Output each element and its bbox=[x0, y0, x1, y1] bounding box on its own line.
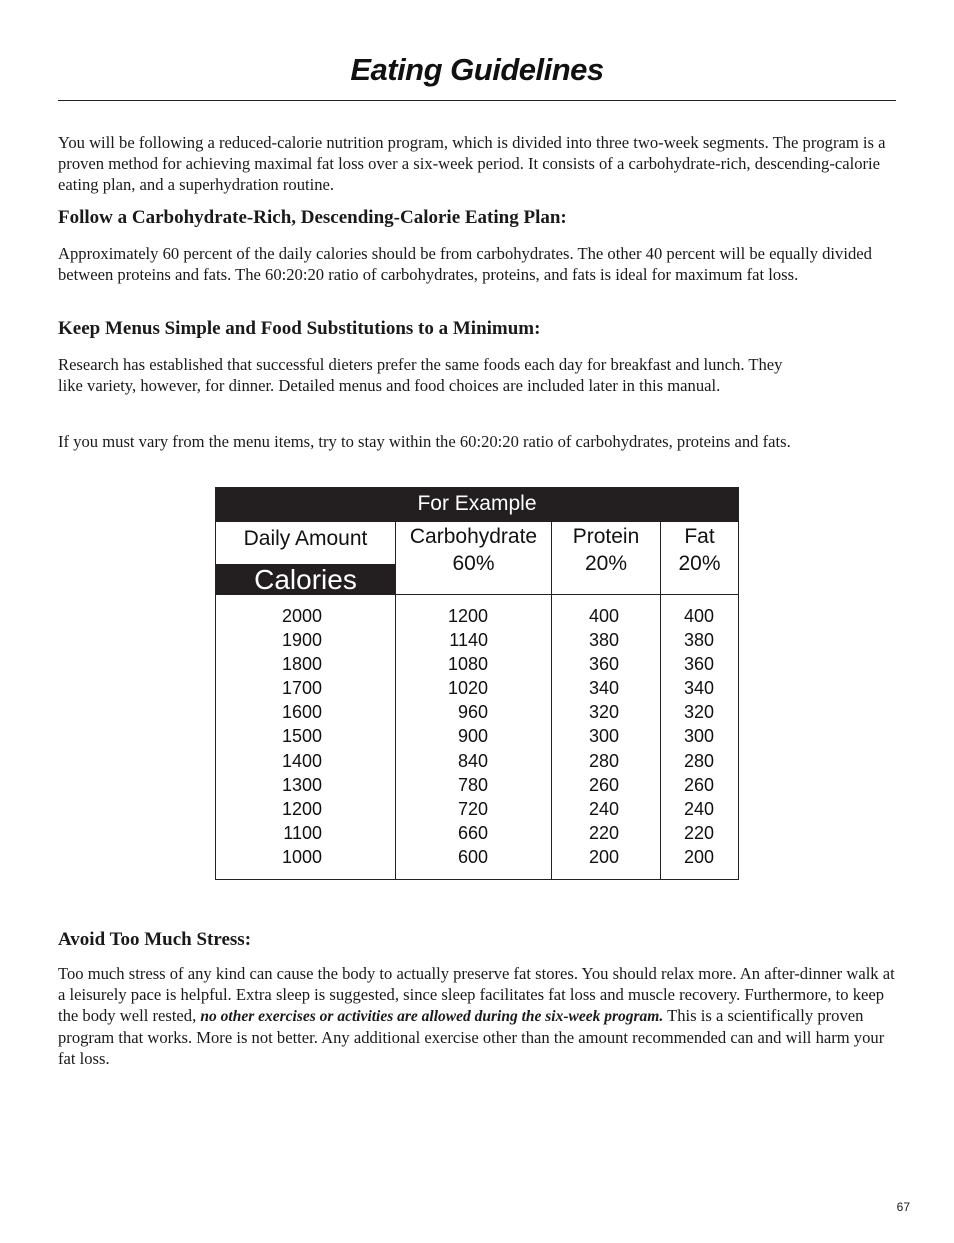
page-title: Eating Guidelines bbox=[350, 52, 604, 87]
section-heading-stress: Avoid Too Much Stress: bbox=[58, 929, 252, 950]
table-cell: 260 bbox=[588, 774, 619, 795]
table-cell: 360 bbox=[588, 654, 619, 675]
table-cell: 320 bbox=[588, 702, 619, 723]
table-cell: 600 bbox=[457, 846, 488, 867]
table-cell: 1500 bbox=[281, 726, 322, 747]
fat-column bbox=[667, 604, 714, 869]
section-heading-eating-plan: Follow a Carbohydrate-Rich, Descending-Calorie Eating Plan: bbox=[58, 207, 567, 228]
table-cell: 960 bbox=[457, 702, 488, 723]
table-cell: 780 bbox=[457, 774, 488, 795]
stress-paragraph bbox=[58, 963, 896, 1069]
table-cell: 840 bbox=[457, 750, 488, 771]
table-cell: 720 bbox=[457, 798, 488, 819]
table-cell: 1100 bbox=[283, 822, 322, 843]
table-cell: 1020 bbox=[447, 678, 488, 699]
carbohydrate-label: Carbohydrate bbox=[409, 525, 538, 548]
table-cell: 1000 bbox=[281, 846, 322, 867]
table-cell: 900 bbox=[457, 726, 488, 747]
protein-header bbox=[552, 523, 660, 577]
menus-paragraph-line1: Research has established that successful dieters prefer the same foods each day for breakfast and lunch. They bbox=[58, 355, 783, 374]
stress-text-end: This is a scientifically proven program that works. More is not better. Any additional exercise other than the amount recommended can and will harm your fat loss. bbox=[58, 1006, 885, 1068]
table-cell: 320 bbox=[683, 702, 714, 723]
table-cell: 260 bbox=[683, 774, 714, 795]
protein-percent: 20% bbox=[584, 552, 628, 575]
carbohydrate-column bbox=[418, 604, 488, 869]
calorie-example-table bbox=[215, 487, 739, 880]
table-cell: 1400 bbox=[281, 750, 322, 771]
table-cell: 400 bbox=[683, 606, 714, 626]
table-cell: 1800 bbox=[281, 654, 322, 675]
table-cell: 1200 bbox=[447, 606, 488, 626]
table-cell: 220 bbox=[588, 822, 619, 843]
section-heading-menus: Keep Menus Simple and Food Substitutions to a Minimum: bbox=[58, 318, 541, 339]
table-cell: 360 bbox=[683, 654, 714, 675]
fat-header bbox=[661, 523, 738, 577]
table-cell: 240 bbox=[683, 798, 714, 819]
table-cell: 1200 bbox=[281, 798, 322, 819]
carbohydrate-percent: 60% bbox=[452, 552, 495, 575]
table-cell: 1300 bbox=[281, 774, 322, 795]
intro-paragraph: You will be following a reduced-calorie nutrition program, which is divided into three two-week segments. The program is a proven method for achieving maximal fat loss over a six-week period. It consists of a carbohydrate-rich, descending-calorie eating plan, and a superhydration routine. bbox=[58, 133, 886, 194]
menus-paragraph bbox=[58, 354, 896, 396]
table-cell: 380 bbox=[683, 630, 714, 651]
table-cell: 380 bbox=[588, 630, 619, 651]
table-cell: 300 bbox=[683, 726, 714, 747]
table-cell: 1600 bbox=[281, 702, 322, 723]
menus-paragraph-line2: like variety, however, for dinner. Detailed menus and food choices are included later in this manual. bbox=[58, 376, 721, 395]
title-divider bbox=[58, 100, 896, 101]
protein-column bbox=[572, 604, 619, 869]
page-number: 67 bbox=[896, 1200, 910, 1214]
eating-plan-paragraph: Approximately 60 percent of the daily calories should be from carbohydrates. The other 40 percent will be equally divided between proteins and fats. The 60:20:20 ratio of carbohydrates, proteins, and fats is ideal for maximum fat loss. bbox=[58, 244, 872, 284]
calories-column bbox=[256, 604, 322, 869]
fat-percent: 20% bbox=[678, 552, 721, 575]
daily-amount-header: Daily Amount bbox=[243, 527, 368, 550]
stress-text-emphasis: no other exercises or activities are allowed during the six-week program. bbox=[200, 1008, 664, 1025]
fat-label: Fat bbox=[684, 525, 715, 548]
carbohydrate-header bbox=[396, 523, 551, 577]
table-cell: 280 bbox=[588, 750, 619, 771]
menus-ratio-paragraph: If you must vary from the menu items, try to stay within the 60:20:20 ratio of carbohydrates, proteins and fats. bbox=[58, 432, 791, 451]
table-cell: 340 bbox=[683, 678, 714, 699]
table-cell: 300 bbox=[588, 726, 619, 747]
table-cell: 200 bbox=[588, 846, 619, 867]
table-cell: 1900 bbox=[281, 630, 322, 651]
table-cell: 400 bbox=[588, 606, 619, 626]
table-cell: 240 bbox=[588, 798, 619, 819]
table-cell: 200 bbox=[683, 846, 714, 867]
table-cell: 1080 bbox=[447, 654, 488, 675]
table-cell: 280 bbox=[683, 750, 714, 771]
table-cell: 2000 bbox=[281, 606, 322, 626]
table-cell: 1140 bbox=[449, 630, 488, 651]
stress-text-start: Too much stress of any kind can cause the body to actually preserve fat stores. You should relax more. An after-dinner walk at a leisurely pace is helpful. Extra sleep is suggested, since sleep facilitates fat loss and muscle recovery. Furthermore, to keep the body well rested, bbox=[58, 964, 895, 1025]
calories-header: Calories bbox=[216, 564, 395, 595]
table-cell: 660 bbox=[457, 822, 488, 843]
table-title: For Example bbox=[216, 488, 738, 522]
table-cell: 220 bbox=[683, 822, 714, 843]
table-cell: 340 bbox=[588, 678, 619, 699]
table-cell: 1700 bbox=[281, 678, 322, 699]
protein-label: Protein bbox=[572, 525, 640, 548]
